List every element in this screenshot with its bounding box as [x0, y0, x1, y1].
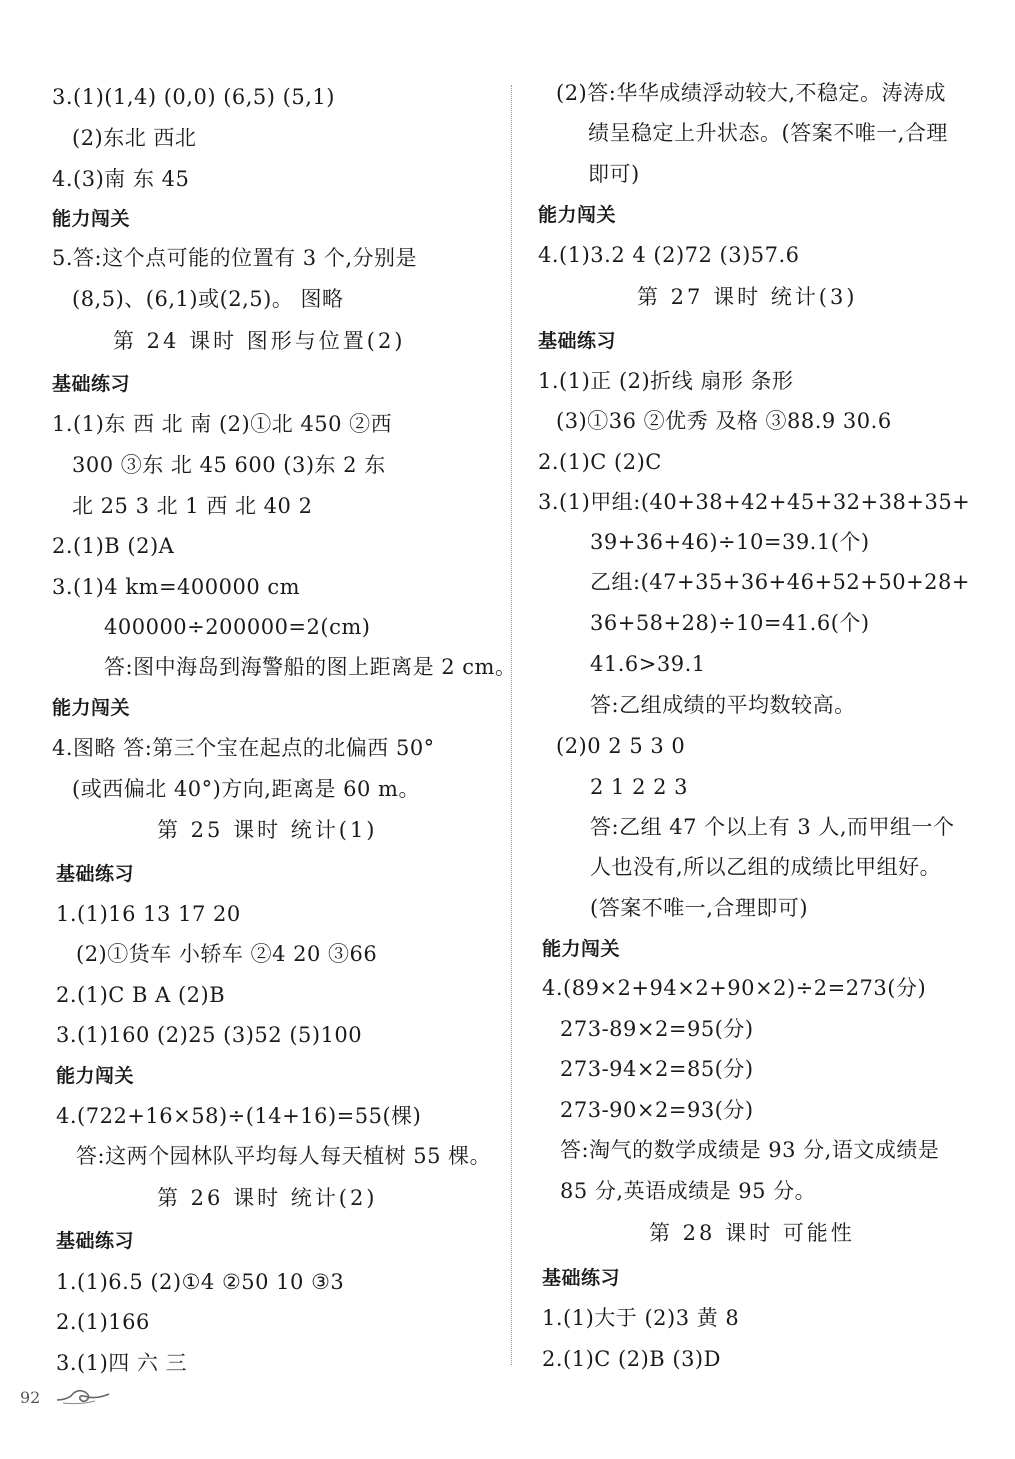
lesson-title: 第 25 课时 统计(1): [157, 818, 378, 842]
answer-line: 2.(1)C B A (2)B: [56, 983, 226, 1007]
section-heading: 能力闯关: [56, 1065, 135, 1087]
answer-line: 2.(1)B (2)A: [52, 534, 175, 558]
answer-line: 85 分,英语成绩是 95 分。: [560, 1179, 817, 1203]
answer-line: 2.(1)C (2)C: [538, 450, 662, 474]
section-heading: 基础练习: [56, 1230, 135, 1252]
answer-line: 4.(722+16×58)÷(14+16)=55(棵): [56, 1104, 422, 1128]
answer-line: 4.(1)3.2 4 (2)72 (3)57.6: [538, 243, 800, 267]
page-number: 92: [20, 1388, 41, 1407]
answer-line: 答:乙组成绩的平均数较高。: [590, 693, 856, 717]
answer-line: 1.(1)大于 (2)3 黄 8: [542, 1306, 740, 1330]
section-heading: 能力闯关: [52, 208, 131, 230]
answer-line: 即可): [588, 162, 640, 186]
answer-line: 4.图略 答:第三个宝在起点的北偏西 50°: [52, 736, 435, 760]
answer-line: 5.答:这个点可能的位置有 3 个,分别是: [52, 246, 417, 270]
answer-line: (8,5)、(6,1)或(2,5)。 图略: [72, 287, 344, 311]
answer-line: 3.(1)甲组:(40+38+42+45+32+38+35+: [538, 490, 971, 514]
answer-line: 3.(1)(1,4) (0,0) (6,5) (5,1): [52, 85, 335, 109]
lesson-title: 第 26 课时 统计(2): [157, 1186, 378, 1210]
answer-line: (2)0 2 5 3 0: [556, 734, 686, 758]
answer-line: 273-89×2=95(分): [560, 1017, 754, 1041]
answer-line: (2)东北 西北: [72, 126, 197, 150]
answer-line: 2 1 2 2 3: [590, 775, 689, 799]
answer-line: (或西偏北 40°)方向,距离是 60 m。: [72, 777, 420, 801]
answer-line: 4.(3)南 东 45: [52, 167, 190, 191]
section-heading: 能力闯关: [538, 204, 617, 226]
answer-line: 答:乙组 47 个以上有 3 人,而甲组一个: [590, 815, 955, 839]
lesson-title: 第 27 课时 统计(3): [637, 285, 858, 309]
answer-line: 4.(89×2+94×2+90×2)÷2=273(分): [542, 976, 927, 1000]
answer-line: 3.(1)4 km=400000 cm: [52, 575, 301, 599]
answer-line: 绩呈稳定上升状态。(答案不唯一,合理: [588, 121, 948, 145]
answer-line: 273-94×2=85(分): [560, 1057, 754, 1081]
answer-line: 300 ③东 北 45 600 (3)东 2 东: [72, 453, 386, 477]
answer-line: (答案不唯一,合理即可): [590, 896, 809, 920]
column-divider: [511, 85, 512, 1365]
section-heading: 能力闯关: [52, 697, 131, 719]
answer-line: 北 25 3 北 1 西 北 40 2: [72, 494, 313, 518]
answer-line: (2)①货车 小轿车 ②4 20 ③66: [76, 942, 378, 966]
answer-line: 答:图中海岛到海警船的图上距离是 2 cm。: [104, 655, 517, 679]
answer-line: 36+58+28)÷10=41.6(个): [590, 611, 870, 635]
answer-line: 答:淘气的数学成绩是 93 分,语文成绩是: [560, 1138, 940, 1162]
answer-line: 1.(1)正 (2)折线 扇形 条形: [538, 369, 794, 393]
answer-line: 1.(1)6.5 (2)①4 ②50 10 ③3: [56, 1270, 345, 1294]
answer-line: (2)答:华华成绩浮动较大,不稳定。涛涛成: [556, 81, 946, 105]
cloud-ornament-icon: [55, 1384, 111, 1410]
answer-line: 3.(1)四 六 三: [56, 1351, 188, 1375]
lesson-title: 第 28 课时 可能性: [649, 1221, 855, 1245]
section-heading: 基础练习: [542, 1267, 621, 1289]
answer-line: 答:这两个园林队平均每人每天植树 55 棵。: [76, 1144, 492, 1168]
answer-line: (3)①36 ②优秀 及格 ③88.9 30.6: [556, 409, 892, 433]
section-heading: 基础练习: [538, 330, 617, 352]
section-heading: 能力闯关: [542, 938, 621, 960]
lesson-title: 第 24 课时 图形与位置(2): [113, 329, 406, 353]
section-heading: 基础练习: [52, 373, 131, 395]
answer-line: 41.6>39.1: [590, 652, 706, 676]
answer-line: 2.(1)C (2)B (3)D: [542, 1347, 721, 1371]
answer-line: 1.(1)16 13 17 20: [56, 902, 241, 926]
answer-line: 39+36+46)÷10=39.1(个): [590, 530, 870, 554]
answer-line: 2.(1)166: [56, 1310, 150, 1334]
answer-line: 273-90×2=93(分): [560, 1098, 754, 1122]
answer-line: 3.(1)160 (2)25 (3)52 (5)100: [56, 1023, 363, 1047]
answer-line: 1.(1)东 西 北 南 (2)①北 450 ②西: [52, 412, 393, 436]
answer-line: 乙组:(47+35+36+46+52+50+28+: [590, 570, 970, 594]
section-heading: 基础练习: [56, 863, 135, 885]
answer-line: 400000÷200000=2(cm): [104, 615, 371, 639]
answer-line: 人也没有,所以乙组的成绩比甲组好。: [590, 855, 942, 879]
